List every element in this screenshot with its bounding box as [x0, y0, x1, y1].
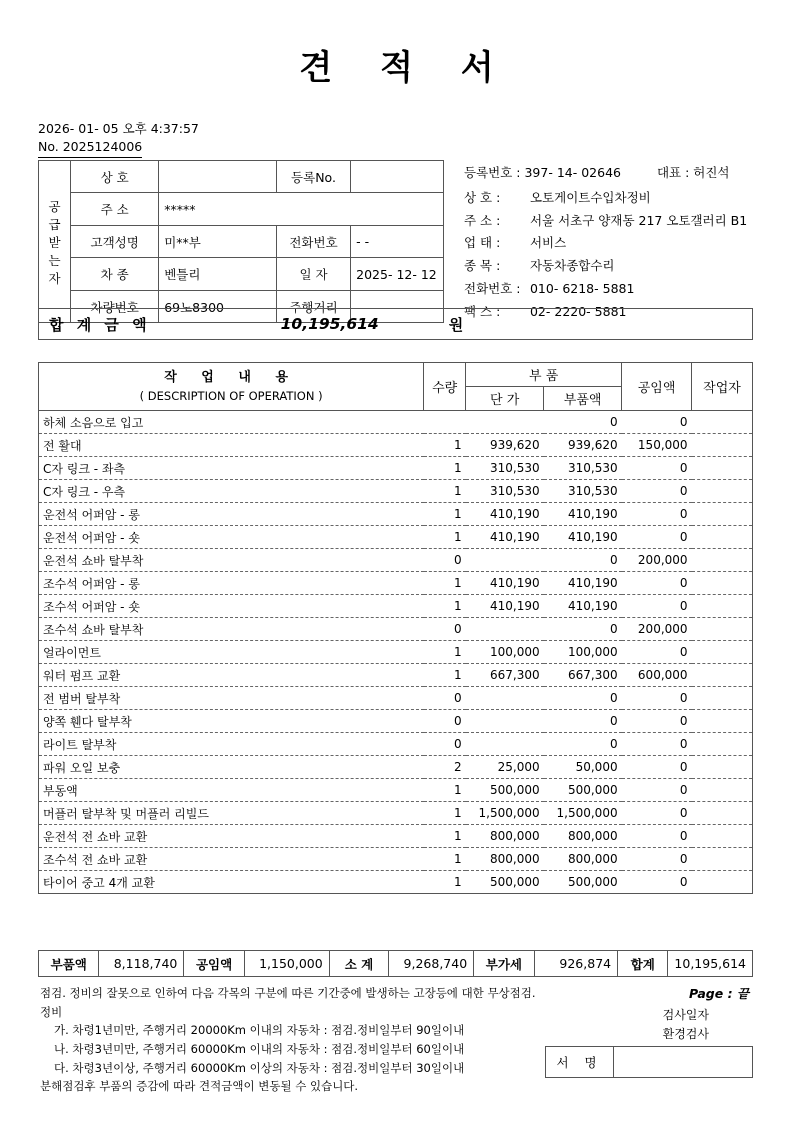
table-row: [39, 848, 753, 871]
item-description: 전 범버 탈부착: [39, 687, 424, 710]
table-row: [39, 664, 753, 687]
supplier-info: [464, 160, 755, 323]
receiver-company-label: 상 호: [71, 161, 159, 193]
summary-wage-value: 1,150,000: [244, 951, 329, 977]
item-worker: [692, 480, 753, 503]
item-unit-price: 410,190: [466, 572, 544, 595]
item-part-amount: 0: [544, 710, 622, 733]
summary-parts-label: 부품액: [39, 951, 99, 977]
item-unit-price: 310,530: [466, 457, 544, 480]
receiver-vertical-label: 공 급 받 는 자: [39, 161, 71, 323]
supplier-regno-label: 등록번호 :: [464, 165, 521, 180]
table-row: [39, 193, 444, 225]
items-header-row: [39, 363, 753, 387]
header-description: 작 업 내 용 ( DESCRIPTION OF OPERATION ): [39, 363, 424, 411]
supplier-phone-row: [464, 278, 755, 301]
supplier-biztype-label: 업 태 :: [464, 235, 501, 251]
note-line-1: 점검. 정비의 잘못으로 인하여 다음 각목의 구분에 따른 기간중에 발생하는 고장등에 대한 무상점검.정비: [40, 986, 536, 1019]
item-wage: 0: [622, 825, 692, 848]
inspection-date-label: 검사일자: [662, 1008, 709, 1022]
receiver-regno-value: [351, 161, 444, 193]
supplier-fax-label: 팩 스 :: [464, 303, 501, 319]
total-amount-bar: [38, 308, 753, 340]
item-unit-price: 1,500,000: [466, 802, 544, 825]
receiver-phone-label: 전화번호: [276, 225, 350, 257]
table-row: [39, 733, 753, 756]
item-description: 라이트 탈부착: [39, 733, 424, 756]
item-unit-price: 410,190: [466, 595, 544, 618]
supplier-bizitem-row: [464, 255, 755, 278]
item-quantity: 1: [424, 457, 466, 480]
item-worker: [692, 756, 753, 779]
item-quantity: [424, 411, 466, 434]
party-block: [38, 160, 755, 323]
receiver-carno-label: 차량번호: [71, 290, 159, 323]
header-unit-price: 단 가: [466, 387, 544, 411]
item-part-amount: 410,190: [544, 595, 622, 618]
item-quantity: 1: [424, 503, 466, 526]
document-meta: [38, 120, 199, 158]
item-wage: 0: [622, 457, 692, 480]
item-unit-price: [466, 618, 544, 641]
item-unit-price: 939,620: [466, 434, 544, 457]
item-quantity: 0: [424, 687, 466, 710]
item-description: 전 활대: [39, 434, 424, 457]
item-worker: [692, 802, 753, 825]
item-wage: 0: [622, 710, 692, 733]
item-description: 부동액: [39, 779, 424, 802]
supplier-phone-value: 010- 6218- 5881: [529, 280, 635, 296]
item-quantity: 1: [424, 802, 466, 825]
receiver-company-value: [159, 161, 277, 193]
item-worker: [692, 664, 753, 687]
item-part-amount: 410,190: [544, 572, 622, 595]
item-worker: [692, 526, 753, 549]
items-body: [39, 411, 753, 894]
header-parts-group: 부 품: [466, 363, 622, 387]
item-wage: 0: [622, 848, 692, 871]
table-row: [39, 503, 753, 526]
total-amount-unit: 원: [448, 315, 464, 334]
item-worker: [692, 779, 753, 802]
item-part-amount: 0: [544, 618, 622, 641]
table-row: [39, 710, 753, 733]
summary-total-value: 10,195,614: [668, 951, 753, 977]
table-row: [39, 687, 753, 710]
note-line-4: 다. 차령3년이상, 주행거리 60000Km 이상의 자동차 : 점검.정비일부터 30일이내: [54, 1060, 465, 1075]
receiver-date-value: 2025- 12- 12: [351, 258, 444, 290]
item-worker: [692, 503, 753, 526]
header-quantity: 수량: [424, 363, 466, 411]
item-worker: [692, 572, 753, 595]
work-items-table: [38, 362, 753, 894]
item-quantity: 1: [424, 825, 466, 848]
item-description: 운전석 어퍼암 - 숏: [39, 526, 424, 549]
item-wage: 0: [622, 641, 692, 664]
supplier-address-row: [464, 210, 755, 233]
header-worker: 작업자: [692, 363, 753, 411]
item-unit-price: 410,190: [466, 503, 544, 526]
item-quantity: 1: [424, 848, 466, 871]
item-description: C자 링크 - 우측: [39, 480, 424, 503]
item-unit-price: [466, 687, 544, 710]
supplier-ceo-label: 대표 :: [656, 165, 690, 180]
page-number: Page : 끝: [689, 986, 749, 1001]
item-quantity: 0: [424, 549, 466, 572]
supplier-regno-value: 397- 14- 02646: [524, 165, 621, 180]
supplier-company-value: 오토게이트수입차정비: [529, 189, 651, 205]
item-wage: 0: [622, 733, 692, 756]
item-part-amount: 0: [544, 549, 622, 572]
item-quantity: 1: [424, 526, 466, 549]
note-line-3: 나. 차령3년미만, 주행거리 60000Km 이내의 자동차 : 점검.정비일부터 60일이내: [54, 1041, 465, 1056]
item-unit-price: 500,000: [466, 871, 544, 894]
supplier-bizitem-label: 종 목 :: [464, 258, 501, 273]
item-wage: 0: [622, 687, 692, 710]
item-worker: [692, 641, 753, 664]
receiver-table: [38, 160, 444, 323]
item-description: 타이어 중고 4개 교환: [39, 871, 424, 894]
item-part-amount: 667,300: [544, 664, 622, 687]
item-unit-price: [466, 411, 544, 434]
item-worker: [692, 457, 753, 480]
item-part-amount: 0: [544, 411, 622, 434]
signature-box: [545, 1046, 753, 1078]
table-row: [39, 595, 753, 618]
item-description: 양쪽 휀다 탈부착: [39, 710, 424, 733]
inspection-labels: [663, 1006, 709, 1043]
item-quantity: 1: [424, 480, 466, 503]
item-wage: 0: [622, 572, 692, 595]
item-quantity: 1: [424, 641, 466, 664]
item-quantity: 1: [424, 434, 466, 457]
receiver-cartype-label: 차 종: [71, 258, 159, 290]
table-row: [39, 756, 753, 779]
item-unit-price: 667,300: [466, 664, 544, 687]
item-wage: 0: [622, 411, 692, 434]
item-part-amount: 500,000: [544, 871, 622, 894]
item-part-amount: 410,190: [544, 503, 622, 526]
item-wage: 0: [622, 871, 692, 894]
item-worker: [692, 825, 753, 848]
item-worker: [692, 411, 753, 434]
item-part-amount: 310,530: [544, 457, 622, 480]
item-quantity: 2: [424, 756, 466, 779]
item-part-amount: 1,500,000: [544, 802, 622, 825]
table-row: [39, 258, 444, 290]
table-row: [39, 779, 753, 802]
supplier-bizitem-value: 자동차종합수리: [529, 258, 615, 273]
item-wage: 0: [622, 503, 692, 526]
item-worker: [692, 618, 753, 641]
table-row: [39, 411, 753, 434]
receiver-carno-value: 69노8300: [159, 290, 277, 323]
summary-vat-value: 926,874: [534, 951, 617, 977]
item-description: 조수석 어퍼암 - 롱: [39, 572, 424, 595]
item-quantity: 0: [424, 618, 466, 641]
summary-vat-label: 부가세: [474, 951, 534, 977]
table-row: [39, 825, 753, 848]
item-part-amount: 50,000: [544, 756, 622, 779]
item-worker: [692, 434, 753, 457]
supplier-biztype-row: [464, 232, 755, 255]
summary-subtotal-label: 소 계: [329, 951, 389, 977]
item-part-amount: 500,000: [544, 779, 622, 802]
item-quantity: 0: [424, 710, 466, 733]
supplier-biztype-value: 서비스: [529, 235, 567, 251]
receiver-address-label: 주 소: [71, 193, 159, 225]
item-quantity: 1: [424, 572, 466, 595]
item-wage: 0: [622, 595, 692, 618]
header-wage: 공임액: [622, 363, 692, 411]
signature-label: 서 명: [546, 1047, 614, 1077]
table-row: [39, 641, 753, 664]
total-amount-value: 10,195,614: [280, 315, 379, 333]
page-title: 견 적 서: [299, 48, 512, 88]
supplier-ceo-value: 허진석: [693, 165, 730, 180]
item-description: 운전석 어퍼암 - 롱: [39, 503, 424, 526]
receiver-cartype-value: 벤틀리: [159, 258, 277, 290]
item-description: 조수석 어퍼암 - 숏: [39, 595, 424, 618]
item-wage: 0: [622, 526, 692, 549]
item-worker: [692, 687, 753, 710]
summary-subtotal-value: 9,268,740: [389, 951, 474, 977]
item-quantity: 1: [424, 595, 466, 618]
item-unit-price: 800,000: [466, 848, 544, 871]
item-quantity: 1: [424, 871, 466, 894]
item-part-amount: 0: [544, 733, 622, 756]
item-description: 워터 펌프 교환: [39, 664, 424, 687]
table-row: [39, 457, 753, 480]
document-number: No. 2025124006: [38, 138, 142, 158]
print-datetime: 2026- 01- 05 오후 4:37:57: [38, 121, 199, 136]
table-row: [39, 572, 753, 595]
summary-total-label: 합계: [618, 951, 668, 977]
table-row: [39, 526, 753, 549]
table-row: [39, 480, 753, 503]
item-unit-price: [466, 733, 544, 756]
note-line-2: 가. 차령1년미만, 주행거리 20000Km 이내의 자동차 : 점검.정비일부터 90일이내: [54, 1023, 465, 1038]
item-description: 운전석 쇼바 탈부착: [39, 549, 424, 572]
item-quantity: 0: [424, 733, 466, 756]
item-wage: 200,000: [622, 618, 692, 641]
item-worker: [692, 710, 753, 733]
item-worker: [692, 848, 753, 871]
total-amount-label: 합 계 금 액: [49, 315, 151, 334]
summary-bar: [38, 950, 753, 977]
environment-inspection-label: 환경검사: [662, 1026, 709, 1041]
item-wage: 0: [622, 779, 692, 802]
item-worker: [692, 595, 753, 618]
footer-notes: [40, 984, 540, 1096]
supplier-address-label: 주 소 :: [464, 212, 501, 228]
item-part-amount: 100,000: [544, 641, 622, 664]
table-row: [39, 802, 753, 825]
table-row: [39, 161, 444, 193]
item-description: 얼라이먼트: [39, 641, 424, 664]
item-quantity: 1: [424, 779, 466, 802]
item-part-amount: 310,530: [544, 480, 622, 503]
item-description: C자 링크 - 좌측: [39, 457, 424, 480]
receiver-address-value: *****: [159, 193, 444, 225]
item-worker: [692, 733, 753, 756]
item-part-amount: 0: [544, 687, 622, 710]
item-unit-price: 100,000: [466, 641, 544, 664]
table-row: [39, 434, 753, 457]
item-wage: 200,000: [622, 549, 692, 572]
receiver-name-value: 미**부: [159, 225, 277, 257]
receiver-date-label: 일 자: [276, 258, 350, 290]
item-wage: 0: [622, 480, 692, 503]
note-line-5: 분해점검후 부품의 증감에 따라 견적금액이 변동될 수 있습니다.: [40, 1079, 359, 1094]
item-description: 머플러 탈부착 및 머플러 리빌드: [39, 802, 424, 825]
supplier-fax-value: 02- 2220- 5881: [529, 303, 627, 319]
item-part-amount: 939,620: [544, 434, 622, 457]
table-row: [39, 951, 753, 977]
table-row: [39, 225, 444, 257]
supplier-company-label: 상 호 :: [464, 189, 501, 205]
table-row: [39, 871, 753, 894]
supplier-phone-label: 전화번호 :: [464, 280, 521, 296]
item-wage: 0: [622, 756, 692, 779]
item-unit-price: 310,530: [466, 480, 544, 503]
item-unit-price: 500,000: [466, 779, 544, 802]
item-part-amount: 410,190: [544, 526, 622, 549]
header-part-amount: 부품액: [544, 387, 622, 411]
item-unit-price: 410,190: [466, 526, 544, 549]
supplier-address-value: 서울 서초구 양재동 217 오토갤러리 B1: [529, 212, 748, 228]
summary-parts-value: 8,118,740: [99, 951, 184, 977]
item-unit-price: [466, 549, 544, 572]
supplier-regno-row: [464, 162, 755, 185]
item-unit-price: 25,000: [466, 756, 544, 779]
item-part-amount: 800,000: [544, 825, 622, 848]
receiver-regno-label: 등록No.: [276, 161, 350, 193]
item-description: 운전석 전 쇼바 교환: [39, 825, 424, 848]
item-description: 하체 소음으로 입고: [39, 411, 424, 434]
receiver-phone-value: - -: [351, 225, 444, 257]
item-wage: 0: [622, 802, 692, 825]
item-description: 파워 오일 보충: [39, 756, 424, 779]
item-wage: 150,000: [622, 434, 692, 457]
item-wage: 600,000: [622, 664, 692, 687]
item-worker: [692, 871, 753, 894]
item-unit-price: [466, 710, 544, 733]
receiver-name-label: 고객성명: [71, 225, 159, 257]
item-description: 조수석 전 쇼바 교환: [39, 848, 424, 871]
table-row: [39, 618, 753, 641]
summary-wage-label: 공임액: [184, 951, 244, 977]
receiver-mileage-label: 주행거리: [276, 290, 350, 323]
item-unit-price: 800,000: [466, 825, 544, 848]
item-description: 조수석 쇼바 탈부착: [39, 618, 424, 641]
item-part-amount: 800,000: [544, 848, 622, 871]
supplier-company-row: [464, 187, 755, 210]
item-quantity: 1: [424, 664, 466, 687]
item-worker: [692, 549, 753, 572]
table-row: [39, 549, 753, 572]
